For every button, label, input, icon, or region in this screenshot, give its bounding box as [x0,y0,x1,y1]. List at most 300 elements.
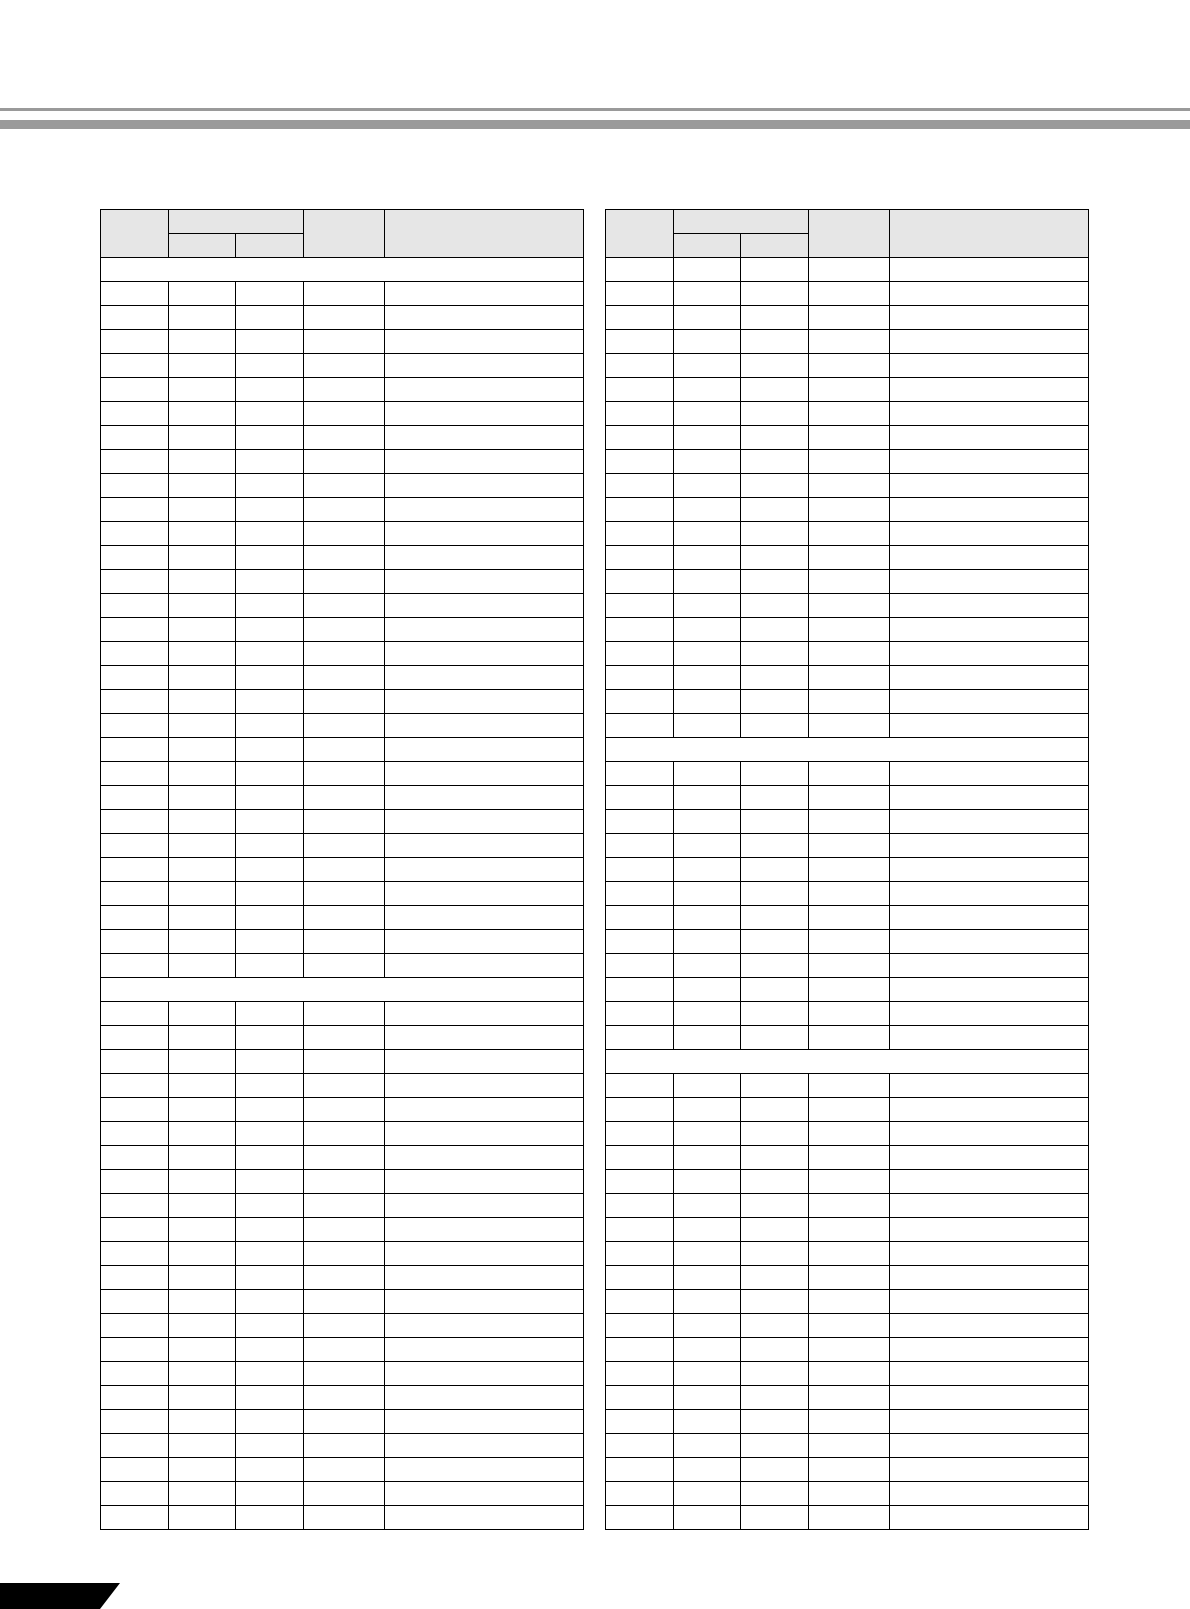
table-cell [606,1338,674,1362]
header-cell-col4 [809,210,890,258]
table-cell [809,1458,890,1482]
table-row [606,594,1089,618]
table-cell [889,450,1088,474]
table-row [606,1242,1089,1266]
table-header-row [606,210,1089,234]
table-cell [673,1482,741,1506]
table-cell [384,1338,583,1362]
table-cell [673,306,741,330]
table-cell [101,1266,169,1290]
table-cell [304,1098,385,1122]
table-cell [384,834,583,858]
table-cell [168,498,236,522]
table-cell [889,354,1088,378]
table-cell [304,1314,385,1338]
table-cell [673,690,741,714]
table-cell [809,378,890,402]
table-cell [101,1482,169,1506]
table-row [101,1434,584,1458]
table-cell [673,354,741,378]
table-cell [809,450,890,474]
table-cell [809,978,890,1002]
table-cell [384,1026,583,1050]
table-cell [673,282,741,306]
table-cell [741,1242,809,1266]
table-cell [741,330,809,354]
table-cell [673,474,741,498]
table-cell [236,1338,304,1362]
table-cell [606,258,674,282]
table-cell [809,1026,890,1050]
table-cell [889,1314,1088,1338]
table-cell [304,1194,385,1218]
table-cell [606,522,674,546]
table-cell [809,354,890,378]
table-cell [606,1194,674,1218]
table-cell [889,1386,1088,1410]
table-cell [101,570,169,594]
table-cell [889,594,1088,618]
table-row [101,1002,584,1026]
table-row [101,1482,584,1506]
table-row [606,354,1089,378]
table-cell [384,354,583,378]
table-row [101,738,584,762]
table-row [606,1482,1089,1506]
table-cell [384,930,583,954]
table-cell [304,1482,385,1506]
table-cell [101,282,169,306]
table-cell [101,498,169,522]
table-row [101,522,584,546]
table-cell [168,570,236,594]
table-row [606,762,1089,786]
table-cell [606,1146,674,1170]
table-cell [236,1266,304,1290]
table-cell [304,930,385,954]
table-cell [889,1266,1088,1290]
table-cell [168,1386,236,1410]
table-cell [673,1434,741,1458]
table-cell [304,714,385,738]
table-cell [741,1170,809,1194]
table-cell [168,1194,236,1218]
table-row [101,1122,584,1146]
table-cell [809,810,890,834]
table-cell [168,954,236,978]
table-cell [673,402,741,426]
table-cell [809,1314,890,1338]
table-cell [236,690,304,714]
table-cell [304,690,385,714]
table-cell [889,762,1088,786]
table-cell [384,1410,583,1434]
table-cell [741,882,809,906]
table-cell [384,498,583,522]
section-label [101,258,584,282]
table-cell [304,1290,385,1314]
table-cell [384,1122,583,1146]
table-cell [101,1098,169,1122]
table-cell [236,810,304,834]
table-row [101,426,584,450]
table-cell [741,474,809,498]
table-cell [101,1170,169,1194]
table-row [606,330,1089,354]
table-cell [673,906,741,930]
table-cell [384,642,583,666]
table-cell [101,1362,169,1386]
table-cell [384,954,583,978]
table-cell [673,666,741,690]
table-cell [809,642,890,666]
table-cell [809,1122,890,1146]
section-row [606,1050,1089,1074]
table-cell [236,954,304,978]
table-cell [236,1146,304,1170]
table-row [606,450,1089,474]
table-cell [101,642,169,666]
table-cell [889,1170,1088,1194]
table-cell [809,1146,890,1170]
table-cell [304,546,385,570]
table-cell [673,1290,741,1314]
table-cell [384,1314,583,1338]
table-cell [809,618,890,642]
table-cell [673,1386,741,1410]
table-cell [168,1002,236,1026]
table-cell [384,666,583,690]
table-row [101,306,584,330]
table-cell [606,1026,674,1050]
table-cell [606,354,674,378]
table-cell [741,834,809,858]
table-cell [304,1362,385,1386]
table-cell [168,1122,236,1146]
table-cell [809,498,890,522]
table-cell [236,402,304,426]
table-row [101,666,584,690]
table-cell [168,354,236,378]
table-cell [384,1218,583,1242]
table-cell [741,1386,809,1410]
section-label [101,978,584,1002]
table-cell [606,642,674,666]
table-row [101,834,584,858]
table-cell [889,1482,1088,1506]
table-row [606,1146,1089,1170]
table-cell [606,378,674,402]
table-cell [606,1458,674,1482]
table-cell [168,714,236,738]
table-cell [168,1074,236,1098]
table-cell [809,1506,890,1530]
table-cell [889,858,1088,882]
table-cell [304,282,385,306]
table-cell [168,642,236,666]
table-row [606,954,1089,978]
table-cell [236,1482,304,1506]
table-row [606,258,1089,282]
table-cell [741,450,809,474]
table-cell [236,354,304,378]
table-row [606,810,1089,834]
table-cell [168,1314,236,1338]
table-cell [606,786,674,810]
table-cell [741,690,809,714]
table-cell [741,306,809,330]
table-cell [673,1098,741,1122]
table-cell [304,1266,385,1290]
table-cell [384,522,583,546]
table-cell [236,1410,304,1434]
table-row [606,1386,1089,1410]
table-cell [741,1266,809,1290]
table-row [101,498,584,522]
table-cell [889,1338,1088,1362]
table-cell [101,1506,169,1530]
table-cell [236,1050,304,1074]
table-cell [889,306,1088,330]
table-cell [304,402,385,426]
table-cell [673,522,741,546]
table-cell [236,1506,304,1530]
table-cell [741,522,809,546]
table-cell [168,618,236,642]
table-row [101,786,584,810]
table-cell [889,954,1088,978]
table-cell [168,786,236,810]
table-cell [889,522,1088,546]
table-cell [168,1170,236,1194]
table-cell [101,1122,169,1146]
table-cell [384,1386,583,1410]
table-cell [236,1242,304,1266]
table-cell [809,906,890,930]
table-cell [673,1458,741,1482]
table-header-row [101,210,584,234]
table-cell [673,1338,741,1362]
table-cell [809,1290,890,1314]
table-cell [606,1002,674,1026]
table-cell [741,1482,809,1506]
table-cell [889,1002,1088,1026]
table-cell [606,1386,674,1410]
table-cell [673,1074,741,1098]
table-cell [101,594,169,618]
table-cell [606,978,674,1002]
table-cell [101,1290,169,1314]
header-cell-col5 [384,210,583,258]
table-cell [606,882,674,906]
table-cell [809,834,890,858]
table-cell [889,1218,1088,1242]
table-cell [304,378,385,402]
table-row [101,546,584,570]
table-cell [673,1170,741,1194]
table-cell [606,1506,674,1530]
table-cell [889,1098,1088,1122]
table-cell [673,954,741,978]
section-label [606,1050,1089,1074]
table-cell [236,1074,304,1098]
table-cell [809,786,890,810]
table-cell [236,570,304,594]
table-cell [304,1026,385,1050]
table-cell [741,666,809,690]
table-cell [606,450,674,474]
table-cell [809,1434,890,1458]
table-cell [741,282,809,306]
table-cell [606,666,674,690]
right-table [605,209,1089,1530]
table-row [606,1410,1089,1434]
table-row [101,1146,584,1170]
table-row [606,1218,1089,1242]
table-cell [809,762,890,786]
table-row [606,834,1089,858]
table-cell [606,306,674,330]
table-cell [236,594,304,618]
table-cell [236,1362,304,1386]
table-row [606,690,1089,714]
table-cell [889,810,1088,834]
table-cell [304,1146,385,1170]
table-cell [236,1314,304,1338]
table-cell [304,954,385,978]
table-cell [101,906,169,930]
table-cell [236,906,304,930]
table-row [101,810,584,834]
table-cell [673,1122,741,1146]
left-table [100,209,584,1530]
table-row [606,714,1089,738]
table-cell [673,570,741,594]
table-cell [809,258,890,282]
table-cell [384,1050,583,1074]
table-row [606,570,1089,594]
table-cell [809,1386,890,1410]
table-cell [606,858,674,882]
table-cell [606,1290,674,1314]
table-cell [304,834,385,858]
table-cell [741,1002,809,1026]
header-cell-col1 [101,210,169,258]
table-cell [168,402,236,426]
table-cell [384,762,583,786]
table-cell [889,1074,1088,1098]
table-cell [101,738,169,762]
page-corner-tab-icon [0,1583,120,1609]
table-cell [384,546,583,570]
header-rule-thick [0,120,1190,129]
table-cell [384,810,583,834]
table-cell [606,1074,674,1098]
table-cell [101,522,169,546]
table-cell [236,1290,304,1314]
table-row [606,1290,1089,1314]
table-row [606,1338,1089,1362]
table-cell [101,450,169,474]
table-cell [889,618,1088,642]
table-row [101,954,584,978]
table-cell [101,1218,169,1242]
table-cell [101,1242,169,1266]
table-cell [809,426,890,450]
table-cell [673,1218,741,1242]
table-cell [101,1338,169,1362]
table-cell [304,1410,385,1434]
table-cell [741,378,809,402]
table-cell [304,666,385,690]
table-cell [101,1146,169,1170]
table-row [606,1506,1089,1530]
table-row [101,402,584,426]
table-cell [384,1098,583,1122]
table-cell [673,426,741,450]
table-cell [809,306,890,330]
table-cell [889,282,1088,306]
header-rule-thin [0,108,1190,111]
table-row [606,978,1089,1002]
table-cell [673,1242,741,1266]
table-cell [809,1170,890,1194]
table-cell [101,858,169,882]
table-cell [304,426,385,450]
table-cell [384,1266,583,1290]
table-cell [673,1026,741,1050]
table-cell [809,402,890,426]
table-cell [384,1170,583,1194]
table-cell [384,1074,583,1098]
table-cell [673,1266,741,1290]
table-cell [606,498,674,522]
table-cell [606,1122,674,1146]
table-cell [889,1410,1088,1434]
table-cell [304,1122,385,1146]
table-cell [236,1218,304,1242]
table-row [101,1170,584,1194]
table-cell [673,642,741,666]
table-cell [168,1026,236,1050]
table-cell [809,1242,890,1266]
table-cell [889,714,1088,738]
table-cell [889,1290,1088,1314]
table-cell [741,1026,809,1050]
table-cell [741,1410,809,1434]
table-cell [809,1074,890,1098]
table-cell [168,1242,236,1266]
table-cell [168,1146,236,1170]
table-row [606,546,1089,570]
table-cell [101,426,169,450]
table-cell [384,1290,583,1314]
table-row [101,930,584,954]
table-cell [304,1218,385,1242]
table-cell [741,546,809,570]
table-cell [889,1122,1088,1146]
table-row [606,498,1089,522]
table-cell [101,690,169,714]
table-cell [673,1314,741,1338]
section-label [606,738,1089,762]
table-cell [673,450,741,474]
table-cell [889,1434,1088,1458]
table-cell [673,594,741,618]
table-cell [889,666,1088,690]
table-cell [384,690,583,714]
table-cell [304,1170,385,1194]
